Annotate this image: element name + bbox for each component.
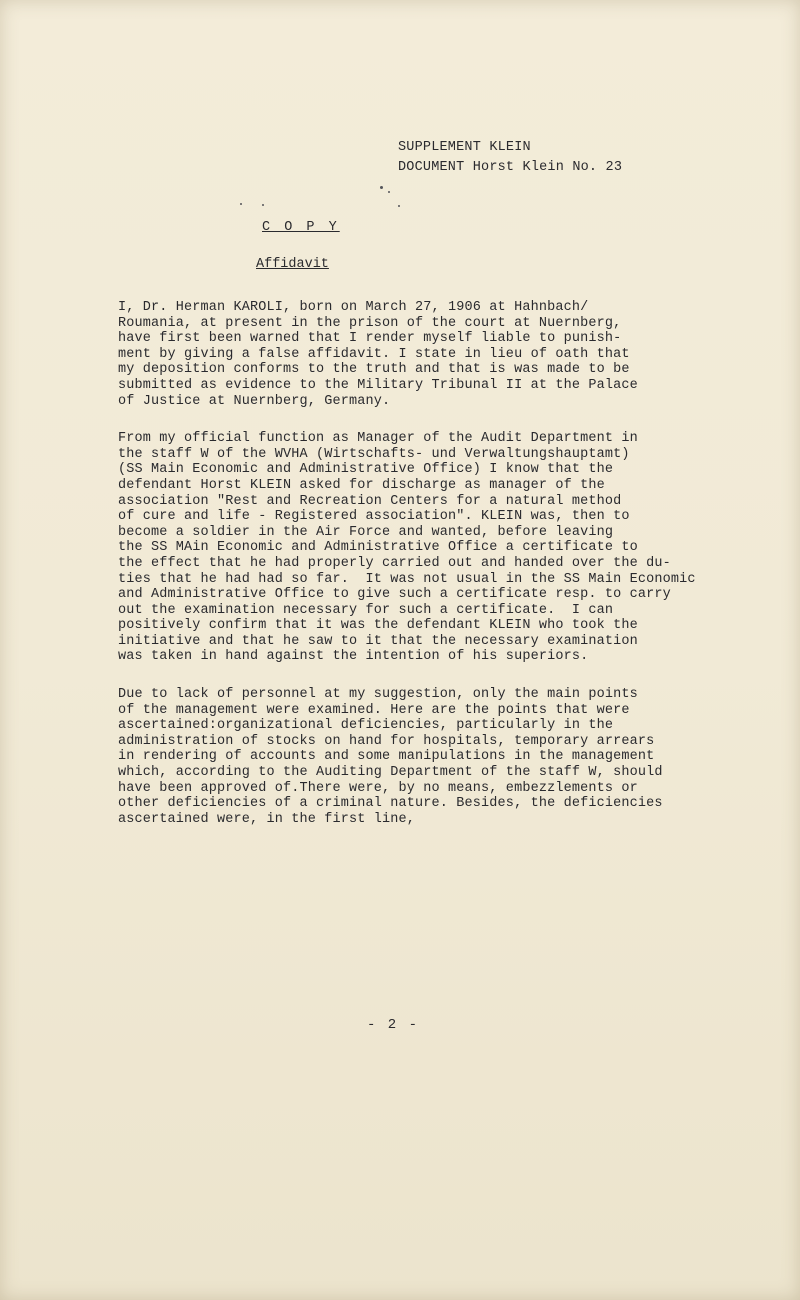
stray-ink-mark <box>388 191 390 193</box>
document-header <box>398 138 622 178</box>
document-number: DOCUMENT Horst Klein No. 23 <box>398 160 623 175</box>
paragraph-examination: Due to lack of personnel at my suggestion, only the main points of the management were examined. Here are the points that were ascertained:organizational deficiencies, particularly in the administration of stocks on hand for hospitals, temporary arrears in rendering of accounts and some manipulations in the management which, according to the Auditing Department of the staff W, should have been approved of.There were, by no means, embezzlements or other deficiencies of a criminal nature. Besides, the deficiencies ascertained were, in the first line, <box>118 687 663 827</box>
supplement-label: SUPPLEMENT KLEIN <box>398 140 531 155</box>
stray-ink-mark <box>398 205 400 207</box>
page-number: - 2 - <box>367 1017 420 1033</box>
affidavit-heading: Affidavit <box>256 257 329 272</box>
affidavit-body <box>118 300 718 827</box>
stray-ink-mark <box>380 186 383 189</box>
copy-heading: C O P Y <box>262 220 340 235</box>
stray-ink-mark <box>262 204 264 206</box>
paragraph-official-function: From my official function as Manager of the Audit Department in the staff W of the WVHA (Wirtschafts- und Verwaltungshauptamt) (SS Main Economic and Administrative Office) I know that the defendant Horst KLEIN asked for discharge as manager of the association "Rest and Recreation Centers for a natural method of cure and life - Registered association". KLEIN was, then to become a soldier in the Air Force and wanted, before leaving the SS MAin Economic and Administrative Office a certificate to the effect that he had properly carried out and handed over the du- ties that he had had so far. It was not usual in the SS Main Economic and Administrative Office to give such a certificate resp. to carry out the examination necessary for such a certificate. I can positively confirm that it was the defendant KLEIN who took the initiative and that he saw to it that the necessary examination was taken in hand against the intention of his superiors. <box>118 431 696 665</box>
paragraph-identity: I, Dr. Herman KAROLI, born on March 27, 1906 at Hahnbach/ Roumania, at present in the prison of the court at Nuernberg, have first been warned that I render myself liable to punish- ment by giving a false affidavit. I state in lieu of oath that my deposition conforms to the truth and that is was made to be submitted as evidence to the Military Tribunal II at the Palace of Justice at Nuernberg, Germany. <box>118 300 638 409</box>
stray-ink-mark <box>240 203 242 205</box>
